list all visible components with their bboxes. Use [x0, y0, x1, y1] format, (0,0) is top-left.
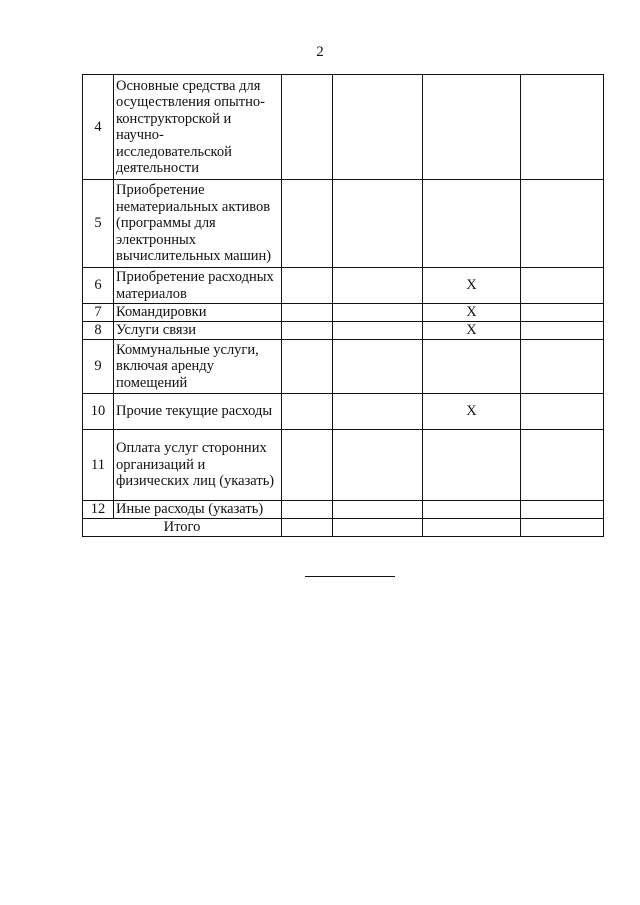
row-number: 10 [83, 394, 114, 430]
table-row [83, 268, 604, 304]
cell-col-c [423, 430, 521, 501]
cell-col-c [423, 501, 521, 519]
cell-col-c [423, 75, 521, 180]
row-number: 12 [83, 501, 114, 519]
row-name: Услуги связи [114, 322, 282, 340]
cell-col-d [521, 394, 604, 430]
row-name: Основные средства для осуществления опытно-конструкторской и научно-исследовательской деятельности [114, 75, 282, 180]
row-name: Приобретение нематериальных активов (программы для электронных вычислительных машин) [114, 180, 282, 268]
row-number: 9 [83, 340, 114, 394]
row-number: 6 [83, 268, 114, 304]
table-row [83, 430, 604, 501]
row-name: Приобретение расходных материалов [114, 268, 282, 304]
table-row [83, 304, 604, 322]
cell-col-a [282, 501, 333, 519]
cell-col-b [333, 340, 423, 394]
cell-col-b [333, 75, 423, 180]
table-row [83, 394, 604, 430]
cell-col-d [521, 501, 604, 519]
cell-col-c: X [423, 322, 521, 340]
row-name: Прочие текущие расходы [114, 394, 282, 430]
cell-col-c [423, 180, 521, 268]
page-number: 2 [316, 44, 324, 60]
cell-col-c: X [423, 268, 521, 304]
cell-col-a [282, 180, 333, 268]
cell-col-c: X [423, 394, 521, 430]
row-name: Иные расходы (указать) [114, 501, 282, 519]
cell-col-a [282, 394, 333, 430]
cell-col-d [521, 75, 604, 180]
cell-col-a [282, 340, 333, 394]
cell-col-b [333, 180, 423, 268]
row-name: Оплата услуг сторонних организаций и физических лиц (указать) [114, 430, 282, 501]
table-row [83, 322, 604, 340]
cell-col-b [333, 430, 423, 501]
row-number: 11 [83, 430, 114, 501]
cell-col-d [521, 430, 604, 501]
cell-col-a [282, 322, 333, 340]
cell-col-a [282, 268, 333, 304]
cell-col-a [282, 304, 333, 322]
total-col-c [423, 519, 521, 537]
cell-col-d [521, 340, 604, 394]
total-label: Итого [83, 519, 282, 537]
row-name: Коммунальные услуги, включая аренду помещений [114, 340, 282, 394]
row-number: 4 [83, 75, 114, 180]
table-row [83, 75, 604, 180]
table-row [83, 501, 604, 519]
row-number: 5 [83, 180, 114, 268]
cell-col-a [282, 430, 333, 501]
cell-col-d [521, 180, 604, 268]
expenses-table [82, 74, 604, 537]
cell-col-b [333, 501, 423, 519]
cell-col-b [333, 322, 423, 340]
table-row [83, 180, 604, 268]
cell-col-d [521, 268, 604, 304]
cell-col-c: X [423, 304, 521, 322]
total-col-b [333, 519, 423, 537]
cell-col-d [521, 304, 604, 322]
cell-col-a [282, 75, 333, 180]
cell-col-b [333, 304, 423, 322]
cell-col-b [333, 268, 423, 304]
total-col-d [521, 519, 604, 537]
cell-col-b [333, 394, 423, 430]
total-col-a [282, 519, 333, 537]
total-row [83, 519, 604, 537]
row-name: Командировки [114, 304, 282, 322]
row-number: 7 [83, 304, 114, 322]
table-row [83, 340, 604, 394]
row-number: 8 [83, 322, 114, 340]
cell-col-d [521, 322, 604, 340]
end-separator-line [305, 576, 395, 577]
cell-col-c [423, 340, 521, 394]
